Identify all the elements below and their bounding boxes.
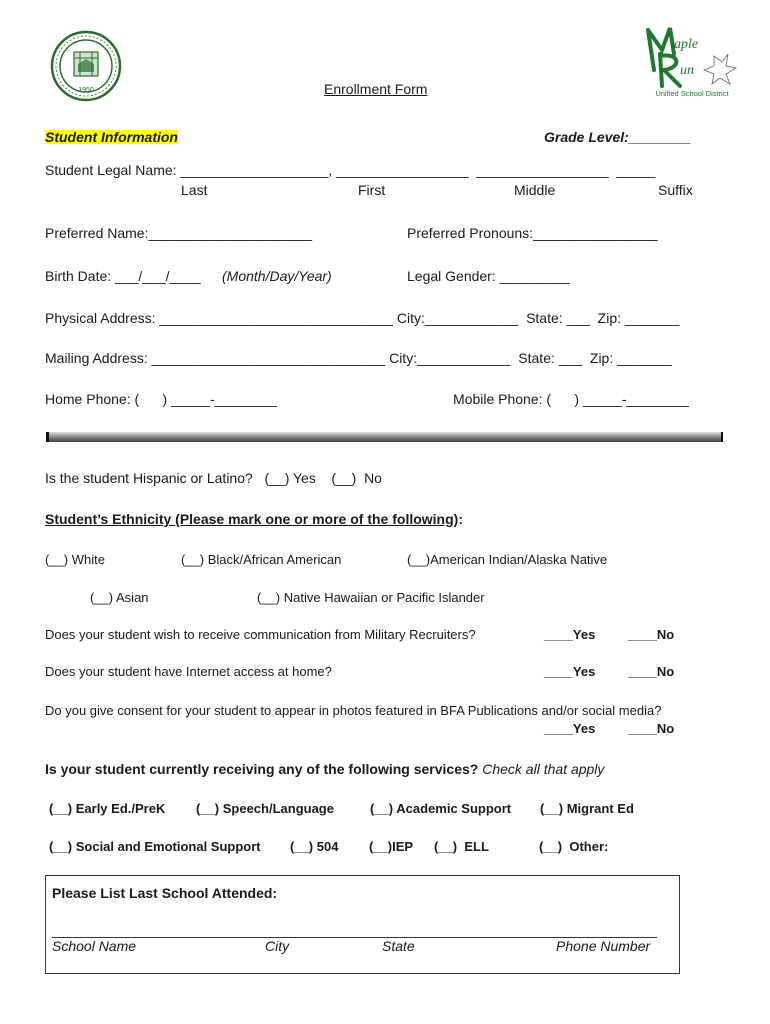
services-question — [45, 762, 604, 776]
photo-consent-yes[interactable]: ____Yes — [544, 721, 596, 736]
maple-run-logo-icon — [640, 24, 740, 100]
name-label-suffix: Suffix — [658, 182, 693, 198]
column-state: State — [382, 938, 415, 954]
preferred-name-field[interactable]: Preferred Name:_____________________ — [45, 225, 312, 241]
logo-word-aple: aple — [674, 37, 699, 52]
service-social-emotional[interactable]: (__) Social and Emotional Support — [49, 839, 261, 854]
service-migrant-ed[interactable]: (__) Migrant Ed — [540, 801, 634, 816]
logo-subtitle: Unified School District — [655, 89, 729, 98]
ethnicity-heading-colon: : — [458, 511, 463, 527]
column-city: City — [265, 938, 290, 954]
column-phone-number: Phone Number — [556, 938, 651, 954]
logo-word-un: un — [680, 63, 694, 78]
home-phone-field[interactable]: Home Phone: ( ) _____-________ — [45, 391, 277, 407]
grade-level-field[interactable]: Grade Level:________ — [544, 129, 692, 145]
military-question: Does your student wish to receive communication from Military Recruiters? — [45, 627, 476, 642]
birth-date-field[interactable]: Birth Date: ___/___/____ — [45, 268, 201, 284]
service-ell[interactable]: (__) ELL — [434, 839, 489, 854]
ethnicity-option-american-indian[interactable]: (__)American Indian/Alaska Native — [407, 552, 608, 567]
name-label-last: Last — [181, 182, 208, 198]
ethnicity-option-white[interactable]: (__) White — [45, 552, 105, 567]
internet-yes[interactable]: ____Yes — [544, 664, 596, 679]
preferred-pronouns-field[interactable]: Preferred Pronouns:________________ — [407, 225, 658, 241]
last-school-title: Please List Last School Attended: — [52, 885, 278, 901]
ethnicity-option-hawaiian[interactable]: (__) Native Hawaiian or Pacific Islander — [257, 590, 485, 605]
service-academic-support[interactable]: (__) Academic Support — [370, 801, 512, 816]
ethnicity-option-black[interactable]: (__) Black/African American — [181, 552, 342, 567]
internet-question: Does your student have Internet access at home? — [45, 664, 332, 679]
name-label-middle: Middle — [514, 182, 556, 198]
hispanic-question[interactable]: Is the student Hispanic or Latino? (__) Yes (__) No — [45, 470, 382, 486]
service-other[interactable]: (__) Other: — [539, 839, 609, 854]
internet-no[interactable]: ____No — [628, 664, 675, 679]
ethnicity-heading — [45, 512, 463, 526]
service-504[interactable]: (__) 504 — [290, 839, 339, 854]
service-speech-language[interactable]: (__) Speech/Language — [196, 801, 334, 816]
service-iep[interactable]: (__)IEP — [369, 839, 414, 854]
district-seal-icon — [50, 30, 122, 102]
services-question-text: Is your student currently receiving any of the following services? — [45, 761, 479, 777]
name-label-first: First — [358, 182, 386, 198]
ethnicity-heading-text: Student’s Ethnicity (Please mark one or more of the following) — [45, 511, 459, 527]
services-hint: Check all that apply — [478, 761, 605, 777]
section-divider — [46, 432, 723, 442]
ethnicity-option-asian[interactable]: (__) Asian — [90, 590, 149, 605]
service-early-ed[interactable]: (__) Early Ed./PreK — [49, 801, 166, 816]
legal-name-field[interactable]: Student Legal Name: ___________________, _________________ _________________ _____ — [45, 162, 656, 178]
physical-address-field[interactable]: Physical Address: ______________________________ City:____________ State: ___ Zip: _______ — [45, 310, 680, 326]
student-information-heading: Student Information — [45, 129, 178, 145]
birth-date-format-hint: (Month/Day/Year) — [222, 268, 332, 284]
military-no[interactable]: ____No — [628, 627, 675, 642]
military-yes[interactable]: ____Yes — [544, 627, 596, 642]
mobile-phone-field[interactable]: Mobile Phone: ( ) _____-________ — [453, 391, 689, 407]
legal-gender-field[interactable]: Legal Gender: _________ — [407, 268, 570, 284]
form-title: Enrollment Form — [324, 81, 428, 97]
seal-year: 1950 — [78, 87, 94, 94]
column-school-name: School Name — [52, 938, 137, 954]
photo-consent-no[interactable]: ____No — [628, 721, 675, 736]
photo-consent-question: Do you give consent for your student to appear in photos featured in BFA Publications and/or social media? — [45, 703, 662, 718]
mailing-address-field[interactable]: Mailing Address: ______________________________ City:____________ State: ___ Zip: _______ — [45, 350, 672, 366]
